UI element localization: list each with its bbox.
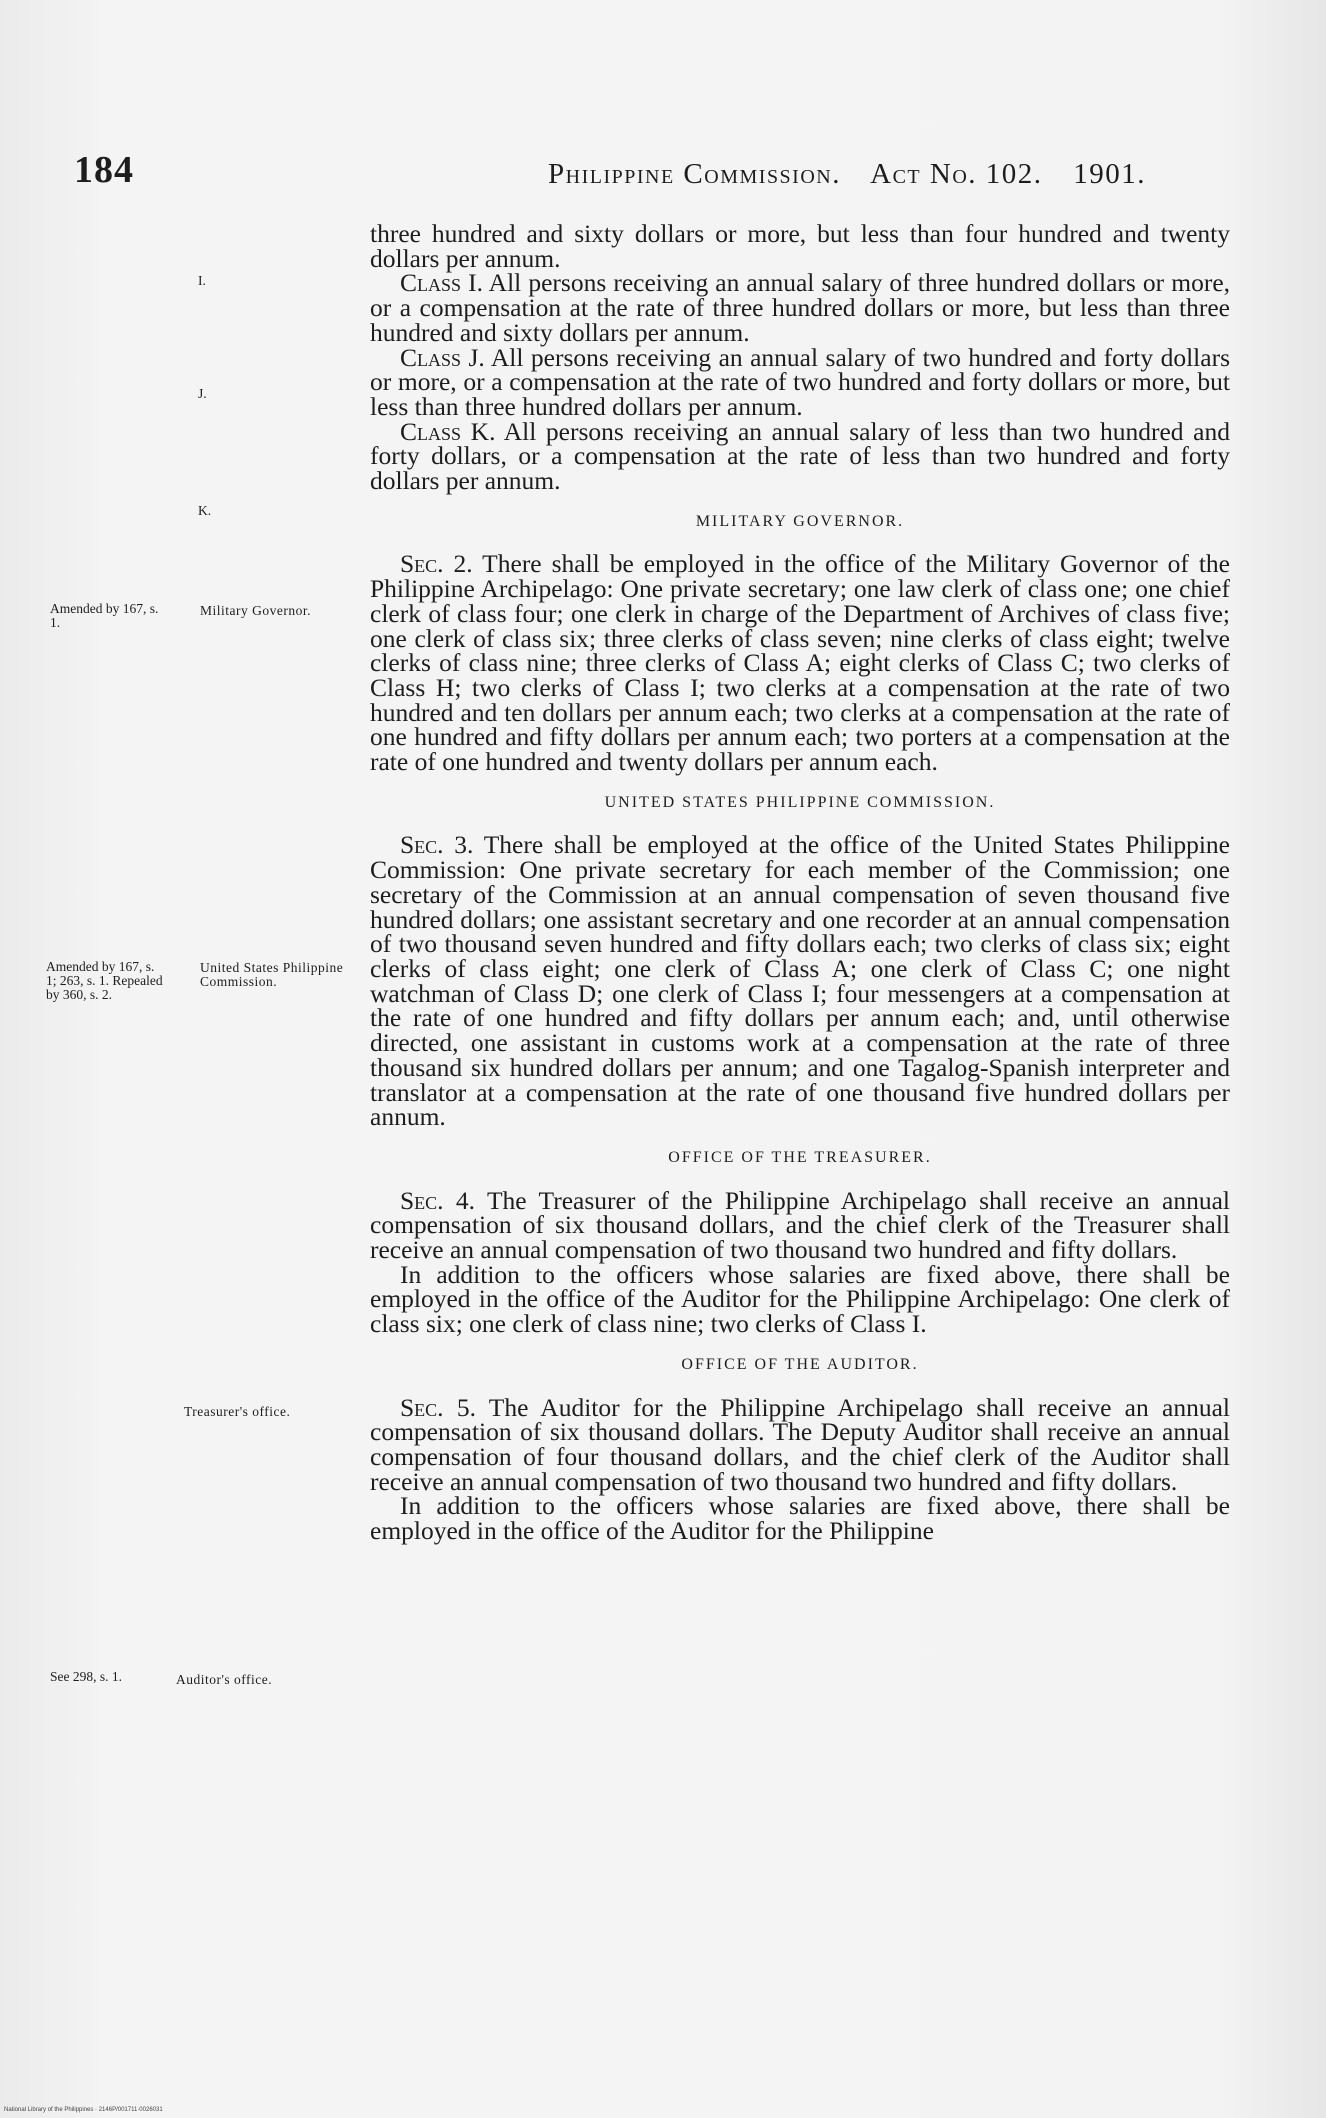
heading-office-of-the-treasurer: OFFICE OF THE TREASURER. (668, 1148, 932, 1166)
running-head-title: Philippine Commission. (548, 158, 841, 190)
margin-auditor-office: Auditor's office. (176, 1672, 273, 1687)
body-text (370, 219, 1231, 1546)
section-3-lead: Sec. 3. (400, 830, 474, 860)
paragraph-continuation: three hundred and sixty dollars or more, but less than four hundred and twenty dollars per annum. (370, 219, 1230, 273)
section-5-text: The Auditor for the Philippine Archipelago shall receive an annual compensation of six thousand dollars. The Deputy Auditor shall receive an annual compensation of four thousand dollars, and the chief clerk of the Auditor shall receive an annual compensation of two thousand two hundred and fifty dollars. (370, 1392, 1231, 1496)
paragraph-class-i (370, 268, 1231, 347)
margin-class-j: J. (198, 386, 207, 401)
heading-office-of-the-auditor: OFFICE OF THE AUDITOR. (681, 1355, 919, 1373)
heading-military-governor: MILITARY GOVERNOR. (695, 512, 905, 530)
paragraph-section-3 (370, 830, 1230, 1132)
paragraph-section-4 (370, 1185, 1230, 1265)
margin-military-amendment: Amended by 167, s. 1. (50, 601, 159, 630)
section-4-lead: Sec. 4. (400, 1185, 476, 1215)
margin-treasurer-office: Treasurer's office. (184, 1404, 291, 1419)
section-2-text: There shall be employed in the office of the Military Governor of the Philippine Archipelago: One private secretary; one law clerk of class one; one chief clerk of class four; one clerk in charge of the Department of Archives of class five; one clerk of class six; three clerks of class seven; nine clerks of class eight; twelve clerks of class nine; three clerks of Class A; eight clerks of Class C; two clerks of Class H; two clerks of Class I; two clerks at a compensation at the rate of two hundred and ten dollars per annum each; two clerks at a compensation at the rate of one hundred and fifty dollars per annum each; two porters at a compensation at the rate of one hundred and twenty dollars per annum each. (370, 549, 1231, 777)
section-4-text: The Treasurer of the Philippine Archipelago shall receive an annual compensation of six thousand dollars, and the chief clerk of the Treasurer shall receive an annual compensation of two thousand two hundred and fifty dollars. (370, 1185, 1230, 1265)
class-j-lead: Class J. (400, 342, 485, 372)
paragraph-class-k (370, 416, 1230, 496)
scan-credit: National Library of the Philippines · 2146P/001711·0026031 (4, 2107, 163, 2113)
running-head-year: 1901. (1073, 158, 1147, 190)
section-5-lead: Sec. 5. (400, 1392, 476, 1422)
section-2-lead: Sec. 2. (400, 549, 473, 579)
class-j-text: All persons receiving an annual salary of two hundred and forty dollars or more, or a compensation at the rate of two hundred and forty dollars or more, but less than three hundred dollars per annum. (370, 342, 1231, 421)
class-i-lead: Class I. (400, 268, 483, 298)
section-3-text: There shall be employed at the office of the United States Philippine Commission: One private secretary for each member of the Commission; one secretary of the Commission at an annual compensation of seven thousand five hundred dollars; one assistant secretary and one recorder at an annual compensation of two thousand seven hundred and fifty dollars each; two clerks of class six; eight clerks of class eight; one clerk of Class A; one clerk of Class C; one night watchman of Class D; one clerk of Class I; four messengers at a compensation at the rate of one hundred and fifty dollars per annum each; and, until otherwise directed, one assistant in customs work at a compensation at the rate of three thousand six hundred dollars per annum; and one Tagalog-Spanish interpreter and translator at a compensation at the rate of one thousand five hundred dollars per annum. (370, 830, 1230, 1132)
paragraph-section-5-continued: In addition to the officers whose salaries are fixed above, there shall be employed in the office of the Auditor for the Philippine (370, 1491, 1230, 1546)
running-head (548, 158, 1168, 191)
paragraph-section-4-continued: In addition to the officers whose salaries are fixed above, there shall be employed in the office of the Auditor for the Philippine Archipelago: One clerk of class six; one clerk of class nine; two clerks of Class I. (370, 1259, 1230, 1339)
margin-auditor-see: See 298, s. 1. (50, 1669, 122, 1684)
class-k-lead: Class K. (400, 416, 496, 446)
running-head-act: Act No. 102. (870, 158, 1043, 190)
paragraph-section-2 (370, 549, 1231, 777)
paragraph-section-5 (370, 1392, 1231, 1496)
paragraph-class-j (370, 342, 1231, 421)
margin-military-governor: Military Governor. (200, 603, 311, 618)
margin-commission-label: United States Philippine Commission. (200, 960, 344, 989)
class-k-text: All persons receiving an annual salary of less than two hundred and forty dollars, or a compensation at the rate of less than two hundred and forty dollars per annum. (370, 416, 1230, 496)
margin-class-i: I. (198, 273, 206, 288)
class-i-text: All persons receiving an annual salary of three hundred dollars or more, or a compensation at the rate of three hundred dollars or more, but less than three hundred and sixty dollars per annum. (370, 268, 1231, 347)
margin-commission-amendment: Amended by 167, s. 1; 263, s. 1. Repealed by 360, s. 2. (46, 959, 163, 1002)
page-number: 184 (74, 149, 134, 191)
heading-united-states-philippine-commission: UNITED STATES PHILIPPINE COMMISSION. (604, 793, 996, 811)
margin-class-k: K. (198, 503, 212, 518)
